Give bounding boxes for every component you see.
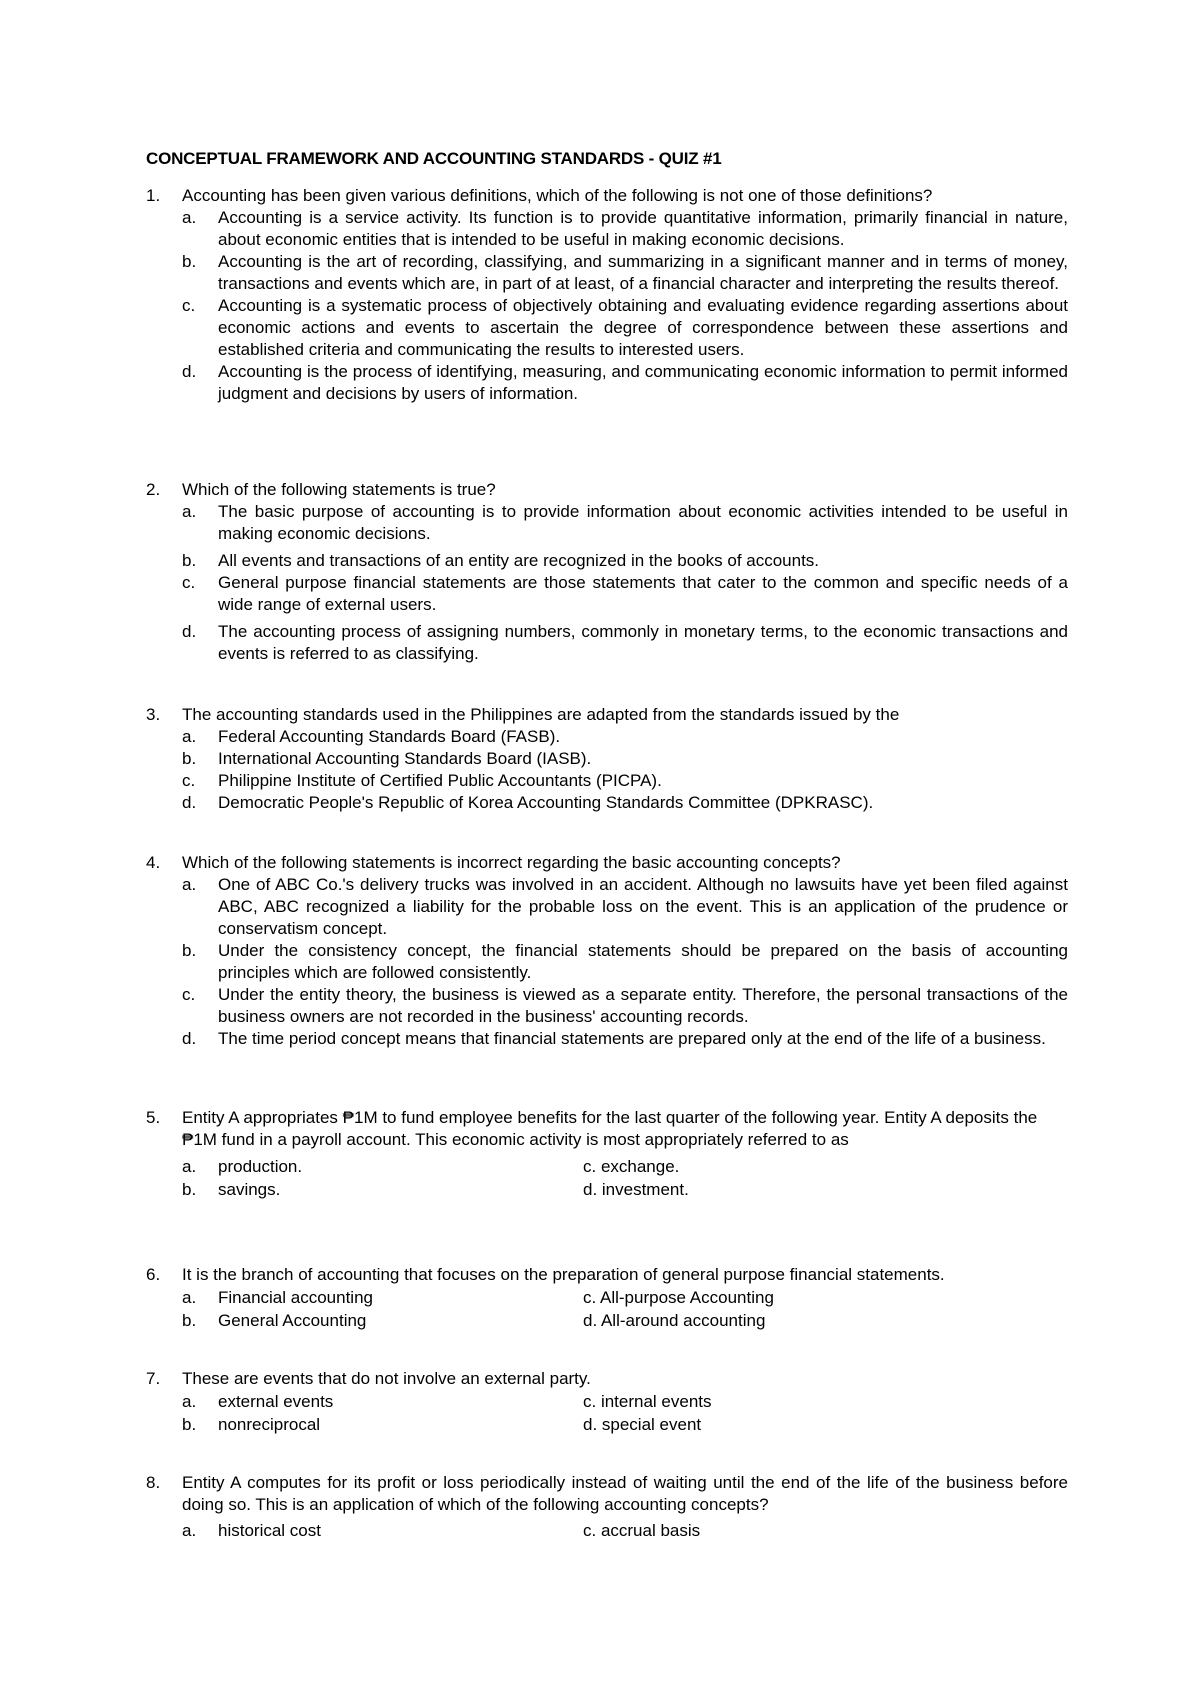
- option-label: b.: [182, 1180, 197, 1199]
- option: [583, 1390, 1068, 1413]
- option: [583, 1519, 1068, 1542]
- option-text: Financial accounting: [218, 1288, 373, 1307]
- option-text: savings.: [218, 1180, 281, 1199]
- option-text: production.: [218, 1157, 303, 1176]
- option-label: a.: [182, 1157, 197, 1176]
- option-text: The time period concept means that financial statements are prepared only at the end of the life of a business.: [218, 1029, 1046, 1048]
- option: [182, 874, 1068, 940]
- question-text: Which of the following statements is true?: [182, 480, 496, 499]
- option-label: b.: [182, 941, 197, 960]
- question-text: The accounting standards used in the Philippines are adapted from the standards issued by the: [182, 705, 900, 724]
- option-text: Accounting is a service activity. Its function is to provide quantitative information, primarily financial in nature, about economic entities that is intended to be useful in making economic decisions.: [218, 208, 1068, 249]
- option-text: c. internal events: [583, 1392, 712, 1411]
- quiz-title: CONCEPTUAL FRAMEWORK AND ACCOUNTING STANDARDS - QUIZ #1: [146, 149, 722, 168]
- question-text: These are events that do not involve an external party.: [182, 1369, 591, 1388]
- option-text: International Accounting Standards Board (IASB).: [218, 749, 592, 768]
- question-number: 3.: [146, 705, 161, 724]
- option-label: c.: [182, 985, 196, 1004]
- question-6: [146, 1264, 1068, 1332]
- option-label: b.: [182, 1311, 197, 1330]
- question-number: 1.: [146, 186, 161, 205]
- question-number: 4.: [146, 853, 161, 872]
- question-5: [146, 1107, 1068, 1201]
- option-label: a.: [182, 1288, 197, 1307]
- option-text: One of ABC Co.'s delivery trucks was involved in an accident. Although no lawsuits have yet been filed against ABC, ABC recognized a liability for the probable loss on the event. This is an application of the prudence or conservatism concept.: [218, 875, 1068, 938]
- option-text: Accounting is the art of recording, classifying, and summarizing in a significant manner and in terms of money, transactions and events which are, in part of at least, of a financial character and interpreting the results thereof.: [218, 252, 1068, 293]
- option: [182, 572, 1068, 616]
- question-2: [146, 479, 1068, 665]
- option-text: General purpose financial statements are those statements that cater to the common and specific needs of a wide range of external users.: [218, 573, 1068, 614]
- question-text-continued: ₱1M fund in a payroll account. This economic activity is most appropriately referred to as: [182, 1130, 849, 1149]
- option-label: d.: [182, 622, 197, 641]
- option: [182, 207, 1068, 251]
- option-label: d.: [182, 1029, 197, 1048]
- option: [182, 361, 1068, 405]
- option-label: d.: [182, 793, 197, 812]
- question-4: [146, 852, 1068, 1050]
- option-text: d. investment.: [583, 1180, 689, 1199]
- option: [583, 1286, 1068, 1309]
- option: [182, 1390, 583, 1413]
- option: [182, 295, 1068, 361]
- option: [182, 621, 1068, 665]
- option-text: d. All-around accounting: [583, 1311, 766, 1330]
- option: [182, 501, 1068, 545]
- option-text: c. All-purpose Accounting: [583, 1288, 774, 1307]
- option-label: a.: [182, 502, 197, 521]
- option-text: c. exchange.: [583, 1157, 680, 1176]
- option: [182, 940, 1068, 984]
- option-label: c.: [182, 296, 196, 315]
- option-text: All events and transactions of an entity are recognized in the books of accounts.: [218, 551, 820, 570]
- option: [182, 1178, 583, 1201]
- option-label: c.: [182, 573, 196, 592]
- option: [182, 726, 1068, 748]
- option-label: b.: [182, 749, 197, 768]
- option: [182, 1028, 1068, 1050]
- question-text: It is the branch of accounting that focuses on the preparation of general purpose financial statements.: [182, 1265, 945, 1284]
- question-text: Which of the following statements is incorrect regarding the basic accounting concepts?: [182, 853, 841, 872]
- option-label: a.: [182, 875, 197, 894]
- option-text: Accounting is the process of identifying, measuring, and communicating economic information to permit informed judgment and decisions by users of information.: [218, 362, 1068, 403]
- option: [182, 984, 1068, 1028]
- question-number: 8.: [146, 1473, 161, 1492]
- option-text: Under the entity theory, the business is viewed as a separate entity. Therefore, the personal transactions of the business owners are not recorded in the business' accounting records.: [218, 985, 1068, 1026]
- option-text: Under the consistency concept, the financial statements should be prepared on the basis of accounting principles which are followed consistently.: [218, 941, 1068, 982]
- option-label: a.: [182, 208, 197, 227]
- option-text: The accounting process of assigning numbers, commonly in monetary terms, to the economic transactions and events is referred to as classifying.: [218, 622, 1068, 663]
- option-text: General Accounting: [218, 1311, 367, 1330]
- option-text: Accounting is a systematic process of objectively obtaining and evaluating evidence regarding assertions about economic actions and events to ascertain the degree of correspondence between these assertions and established criteria and communicating the results to interested users.: [218, 296, 1068, 359]
- option-label: a.: [182, 727, 197, 746]
- option: [583, 1413, 1068, 1436]
- option-text: historical cost: [218, 1521, 321, 1540]
- option-text: Democratic People's Republic of Korea Accounting Standards Committee (DPKRASC).: [218, 793, 874, 812]
- option: [182, 1519, 583, 1542]
- question-3: [146, 704, 1068, 814]
- question-1: [146, 185, 1068, 405]
- option-label: b.: [182, 1415, 197, 1434]
- option-label: a.: [182, 1392, 197, 1411]
- option: [182, 770, 1068, 792]
- question-number: 2.: [146, 480, 161, 499]
- option: [182, 1155, 583, 1178]
- option-text: The basic purpose of accounting is to provide information about economic activities intended to be useful in making economic decisions.: [218, 502, 1068, 543]
- option-text: Philippine Institute of Certified Public Accountants (PICPA).: [218, 771, 662, 790]
- question-8: [146, 1472, 1068, 1542]
- option: [182, 550, 1068, 572]
- option-label: a.: [182, 1521, 197, 1540]
- question-number: 6.: [146, 1265, 161, 1284]
- question-text: Entity A appropriates ₱1M to fund employee benefits for the last quarter of the following year. Entity A deposits the: [182, 1108, 1038, 1127]
- option-text: c. accrual basis: [583, 1521, 701, 1540]
- question-text: Accounting has been given various definitions, which of the following is not one of those definitions?: [182, 186, 933, 205]
- option: [583, 1155, 1068, 1178]
- option: [583, 1309, 1068, 1332]
- option-text: Federal Accounting Standards Board (FASB).: [218, 727, 561, 746]
- question-7: [146, 1368, 1068, 1436]
- option-text: external events: [218, 1392, 334, 1411]
- option: [182, 251, 1068, 295]
- option-text: nonreciprocal: [218, 1415, 321, 1434]
- question-text: Entity A computes for its profit or loss periodically instead of waiting until the end of the life of the business before doing so. This is an application of which of the following accounting concepts?: [182, 1473, 1068, 1514]
- option: [182, 748, 1068, 770]
- option: [583, 1178, 1068, 1201]
- option: [182, 1286, 583, 1309]
- option: [182, 1309, 583, 1332]
- option-label: b.: [182, 252, 197, 271]
- option-text: d. special event: [583, 1415, 702, 1434]
- option-label: c.: [182, 771, 196, 790]
- option: [182, 1413, 583, 1436]
- question-number: 5.: [146, 1108, 161, 1127]
- option-label: b.: [182, 551, 197, 570]
- option: [182, 792, 1068, 814]
- option-label: d.: [182, 362, 197, 381]
- question-number: 7.: [146, 1369, 161, 1388]
